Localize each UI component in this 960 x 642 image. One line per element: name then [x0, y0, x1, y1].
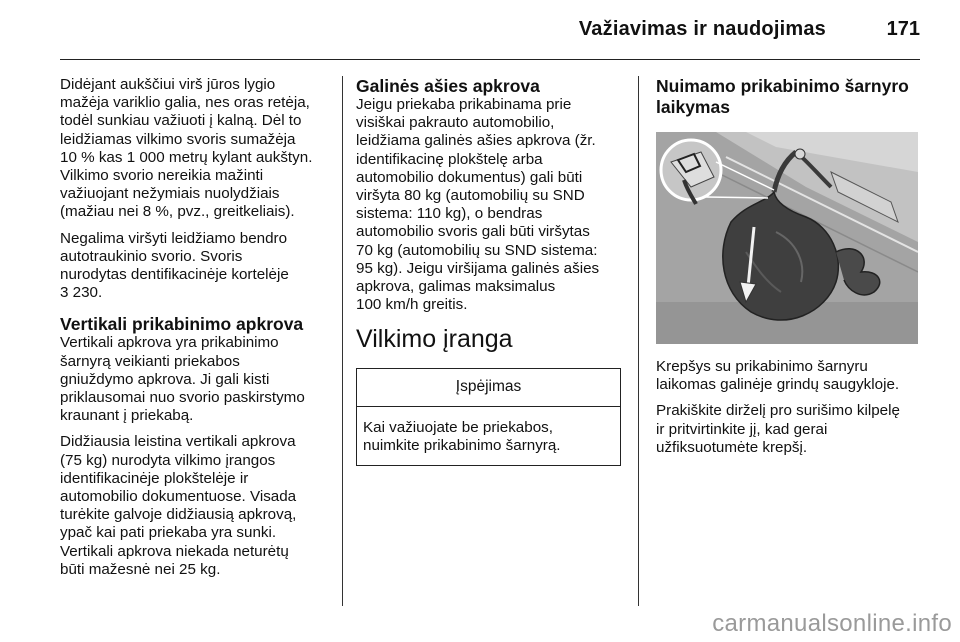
- warning-text: [357, 407, 620, 465]
- col1-paragraph-4: [60, 433, 332, 579]
- text-line: Krepšys su prikabinimo šarnyru: [656, 358, 868, 375]
- column-rule-1: [342, 76, 343, 606]
- text-line: užfiksuotumėte krepšį.: [656, 438, 808, 456]
- text-line: viršyta 80 kg (automobilių su SND: [356, 187, 585, 205]
- text-line: ypač kai pati priekaba yra sunki.: [60, 524, 277, 542]
- text-line: laikomas galinėje grindų saugykloje.: [656, 376, 900, 394]
- text-line: automobilio dokumentus) gali būti: [356, 168, 583, 186]
- warning-title: Įspėjimas: [357, 369, 620, 406]
- text-line: nuimkite prikabinimo šarnyrą.: [363, 436, 561, 454]
- text-line: 70 kg (automobilių su SND sistema:: [356, 241, 598, 259]
- text-line: sistema: 110 kg), o bendras: [356, 205, 543, 223]
- coupling-bag-illustration: [656, 132, 918, 344]
- col3-paragraph-2: [656, 402, 926, 457]
- text-line: Prakiškite dirželį pro surišimo kilpelę: [656, 402, 900, 420]
- watermark: carmanualsonline.info: [712, 610, 952, 637]
- text-line: todėl sunkiau važiuoti į kalną. Dėl to: [60, 112, 302, 130]
- col2-paragraph-1: [356, 96, 622, 314]
- text-line: laikymas: [656, 97, 730, 117]
- text-line: kraunant į priekabą.: [60, 407, 194, 425]
- text-line: Kai važiuojate be priekabos,: [363, 418, 553, 436]
- text-line: Jeigu priekaba prikabinama prie: [356, 96, 572, 113]
- text-line: gniuždymo apkrova. Ji gali kisti: [60, 370, 270, 388]
- text-line: automobilio dokumentuose. Visada: [60, 488, 297, 506]
- page-number: 171: [886, 18, 920, 40]
- text-line: 95 kg). Jeigu viršijama galinės ašies: [356, 259, 600, 277]
- header-rule: [60, 59, 920, 60]
- text-line: 100 km/h greitis.: [356, 296, 468, 314]
- text-line: šarnyrą veikianti priekabos: [60, 352, 240, 370]
- column-1: [60, 76, 332, 587]
- text-line: automobilio svoris gali būti viršytas: [356, 223, 590, 241]
- text-line: identifikacinę plokštelę arba: [356, 150, 543, 168]
- text-line: Negalima viršyti leidžiamo bendro: [60, 229, 288, 247]
- text-line: leidžiama galinės ašies apkrova (žr.: [356, 132, 596, 150]
- column-rule-2: [638, 76, 639, 606]
- col1-paragraph-2: [60, 230, 332, 303]
- coupling-storage-heading: [656, 76, 926, 118]
- vertical-load-heading: Vertikali prikabinimo apkrova: [60, 314, 304, 335]
- page-header-title: Važiavimas ir naudojimas: [578, 18, 826, 40]
- text-line: nurodytas dentifikacinėje kortelėje: [60, 266, 289, 284]
- text-line: Vertikali apkrova niekada neturėtų: [60, 542, 289, 560]
- text-line: turėkite galvoje didžiausią apkrovą,: [60, 506, 297, 524]
- text-line: būti mažesnė nei 25 kg.: [60, 560, 221, 578]
- text-line: visiškai pakrauto automobilio,: [356, 114, 555, 132]
- warning-box: [356, 368, 621, 466]
- text-line: Didžiausia leistina vertikali apkrova: [60, 433, 296, 451]
- col3-paragraph-1: [656, 358, 926, 394]
- column-2: [356, 76, 622, 466]
- text-line: 3 230.: [60, 284, 103, 302]
- towing-equipment-title: Vilkimo įranga: [356, 325, 513, 354]
- text-line: Vilkimo svorio nereikia mažinti: [60, 167, 264, 185]
- text-line: (mažiau nei 8 %, pvz., greitkeliais).: [60, 203, 295, 221]
- text-line: Didėjant aukščiui virš jūros lygio: [60, 76, 276, 93]
- col1-paragraph-3: [60, 334, 332, 425]
- text-line: identifikacinėje plokštelėje ir: [60, 469, 249, 487]
- text-line: važiuojant nežymiais nuolydžiais: [60, 185, 280, 203]
- text-line: (75 kg) nurodyta vilkimo įrangos: [60, 451, 276, 469]
- text-line: mažėja variklio galia, nes oras retėja,: [60, 94, 310, 112]
- text-line: apkrova, galimas maksimalus: [356, 278, 556, 296]
- rear-axle-load-heading: Galinės ašies apkrova: [356, 76, 540, 96]
- text-line: priklausomai nuo svorio paskirstymo: [60, 389, 305, 407]
- text-line: Vertikali apkrova yra prikabinimo: [60, 334, 279, 352]
- column-3: [656, 76, 926, 465]
- text-line: leidžiamas vilkimo svoris sumažėja: [60, 130, 296, 148]
- text-line: ir pritvirtinkite jį, kad gerai: [656, 420, 828, 438]
- col1-paragraph-1: [60, 76, 332, 222]
- text-line: autotraukinio svorio. Svoris: [60, 247, 243, 265]
- text-line: Nuimamo prikabinimo šarnyro: [656, 76, 909, 96]
- text-line: 10 % kas 1 000 metrų kylant aukštyn.: [60, 148, 313, 166]
